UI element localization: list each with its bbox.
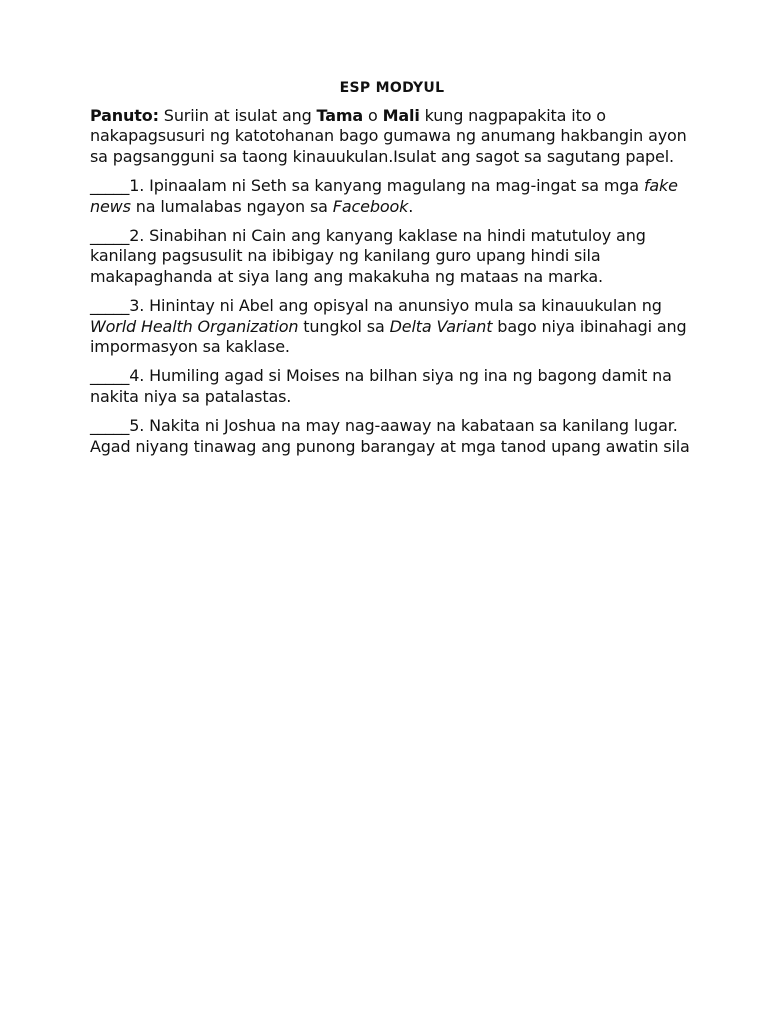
item-emphasis: Facebook [332, 196, 409, 216]
answer-blank: _____ [90, 416, 130, 436]
item-text: 1. Ipinaalam ni Seth sa kanyang magulang na mag-ingat sa mga [129, 176, 644, 196]
instructions-label: Panuto [90, 106, 153, 125]
instructions-paragraph [90, 106, 694, 167]
item-emphasis: Delta Variant [389, 316, 493, 336]
item-text: 5. Nakita ni Joshua na may nag-aaway na kabataan sa kanilang lugar. Agad niyang tinawag ang punong barangay at mga tanod upang awatin sila [90, 416, 690, 456]
item-emphasis: fake news [90, 176, 678, 216]
instructions-colon: : [152, 106, 159, 125]
item-text: 2. Sinabihan ni Cain ang kanyang kaklase na hindi matutuloy ang kanilang pagsusulit na ibibigay ng kanilang guro upang hindi sila makapaghanda at siya lang ang makakuha ng mataas na marka. [90, 226, 646, 286]
item-emphasis: World Health Organization [90, 316, 299, 336]
question-item-1 [90, 176, 694, 217]
instructions-text-1: Suriin at isulat ang [158, 106, 317, 125]
question-item-4 [90, 366, 694, 407]
question-item-2 [90, 226, 694, 287]
answer-tama: Tama [316, 106, 364, 125]
item-text: tungkol sa [298, 316, 390, 336]
item-text: na lumalabas ngayon sa [130, 196, 333, 216]
instructions-text-2: o [363, 106, 383, 125]
document-title: ESP MODYUL [339, 80, 445, 96]
answer-blank: _____ [90, 296, 130, 316]
answer-blank: _____ [90, 366, 130, 386]
answer-blank: _____ [90, 176, 130, 196]
item-text: . [408, 196, 414, 216]
instructions-text-3: kung nagpapakita ito o nakapagsusuri ng katotohanan bago gumawa ng anumang hakbangin ayon sa pagsangguni sa taong kinauukulan.Isulat ang sagot sa sagutang papel. [90, 106, 687, 166]
item-text: bago niya ibinahagi ang impormasyon sa kaklase. [90, 316, 687, 357]
question-item-3 [90, 296, 694, 357]
item-text: 4. Humiling agad si Moises na bilhan siya ng ina ng bagong damit na nakita niya sa patalastas. [90, 366, 672, 406]
item-text: 3. Hinintay ni Abel ang opisyal na anunsiyo mula sa kinauukulan ng [129, 296, 662, 316]
answer-blank: _____ [90, 226, 130, 246]
answer-mali: Mali [382, 106, 420, 125]
question-item-5 [90, 416, 694, 457]
